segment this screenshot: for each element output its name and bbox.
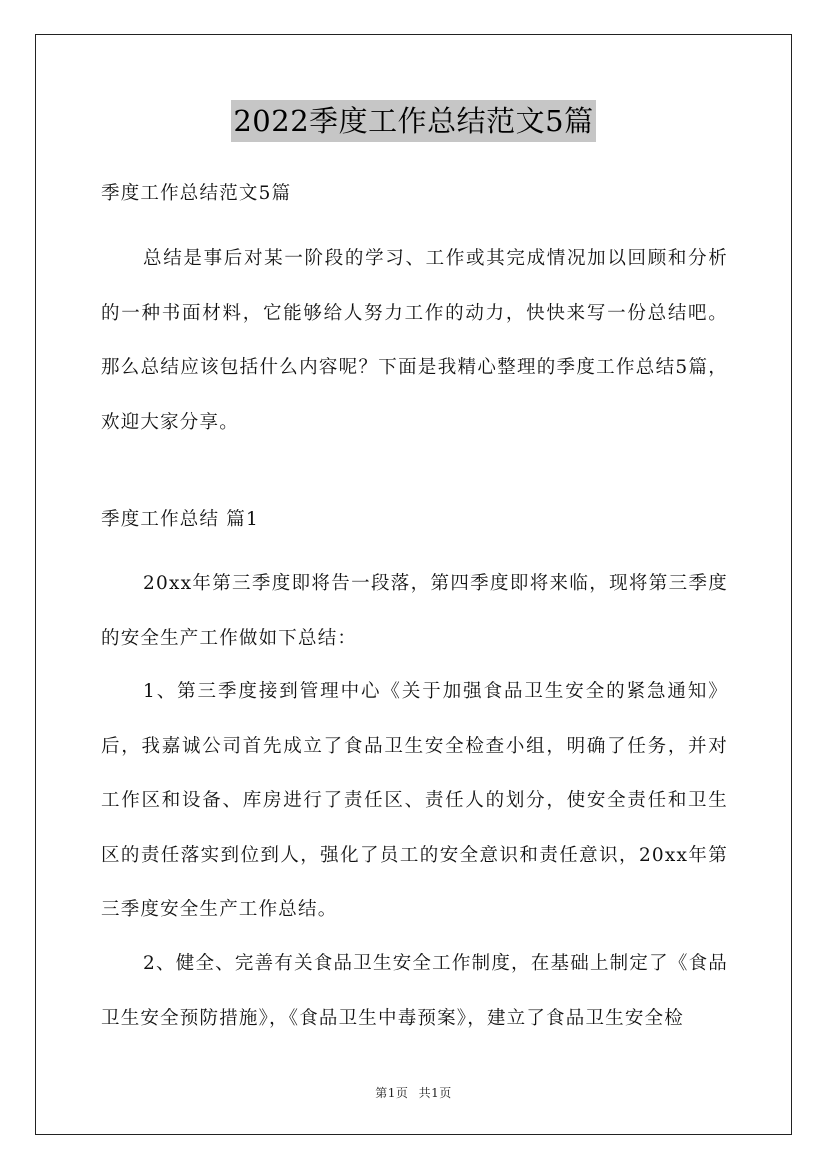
title-container [0,100,827,142]
page-total: 共1页 [418,1086,452,1100]
section-heading: 季度工作总结 篇1 [101,509,259,530]
page-footer [0,1084,827,1101]
body-paragraph: 2、健全、完善有关食品卫生安全工作制度，在基础上制定了《食品卫生安全预防措施》，《食品卫生中毒预案》，建立了食品卫生安全检 [101,953,728,1029]
document-subtitle: 季度工作总结范文5篇 [101,183,292,204]
body-paragraph: 20xx年第三季度即将告一段落，第四季度即将来临，现将第三季度的安全生产工作做如下总结： [101,573,728,649]
page-number: 第1页 [375,1086,409,1100]
intro-paragraph: 总结是事后对某一阶段的学习、工作或其完成情况加以回顾和分析的一种书面材料，它能够给人努力工作的动力，快快来写一份总结吧。那么总结应该包括什么内容呢？下面是我精心整理的季度工作总结5篇，欢迎大家分享。 [101,248,728,433]
document-title: 2022季度工作总结范文5篇 [231,100,595,142]
body-paragraph: 1、第三季度接到管理中心《关于加强食品卫生安全的紧急通知》后，我嘉诚公司首先成立了食品卫生安全检查小组，明确了任务，并对工作区和设备、库房进行了责任区、责任人的划分，使安全责任和卫生区的责任落实到位到人，强化了员工的安全意识和责任意识，20xx年第三季度安全生产工作总结。 [101,681,728,920]
